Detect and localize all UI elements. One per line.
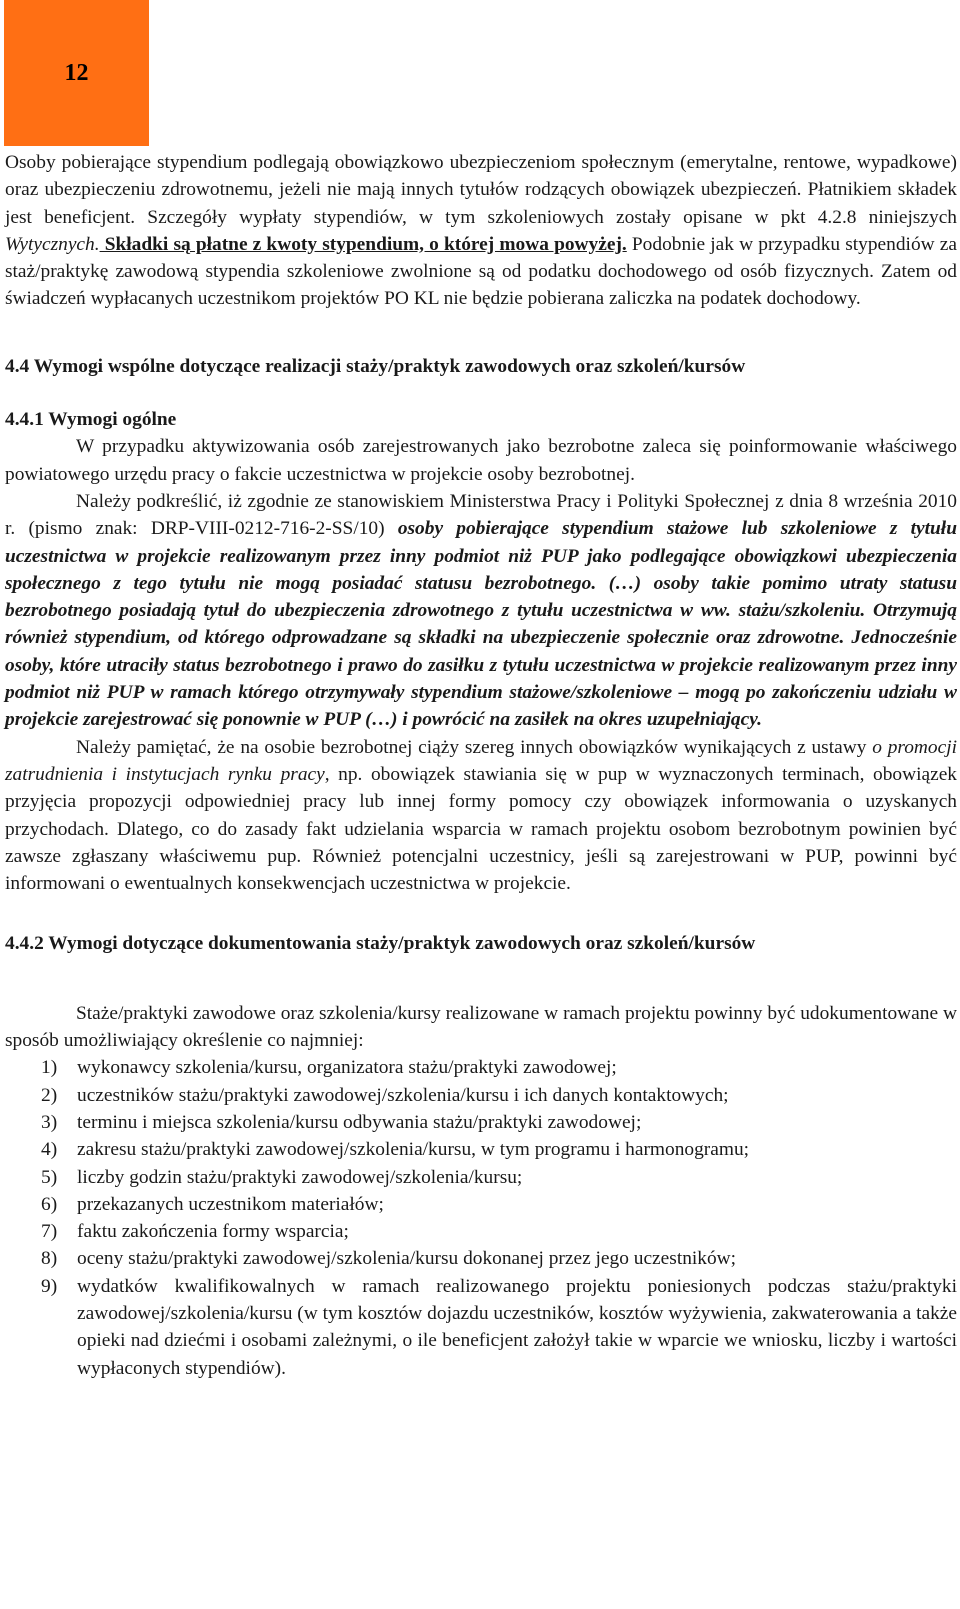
paragraph-unemployed-notice: W przypadku aktywizowania osób zarejestrowanych jako bezrobotne zaleca się poinformowanie właściwego powiatowego urzędu pracy o fakcie uczestnictwa w projekcie osoby bezrobotnej. <box>5 436 957 485</box>
list-item: 6) przekazanych uczestnikom materiałów; <box>41 1193 384 1215</box>
contributions-note: Składki są płatne z kwoty stypendium, o której mowa powyżej. <box>99 233 627 255</box>
list-item: 5) liczby godzin stażu/praktyki zawodowej/szkolenia/kursu; <box>41 1166 523 1188</box>
list-item: 8) oceny stażu/praktyki zawodowej/szkolenia/kursu dokonanej przez jego uczestników; <box>41 1248 737 1270</box>
list-item: 4) zakresu stażu/praktyki zawodowej/szkolenia/kursu, w tym programu i harmonogramu; <box>41 1139 750 1161</box>
page-number-badge <box>4 0 149 146</box>
guidelines-reference: Wytycznych. <box>5 233 100 255</box>
document-body <box>5 149 957 1382</box>
documentation-list <box>5 1054 957 1382</box>
paragraph-insurance: Osoby pobierające stypendium podlegają obowiązkowo ubezpieczeniom społecznym (emerytalne, rentowe, wypadkowe) oraz ubezpieczeniu zdrowotnemu, jeżeli nie mają innych tytułów rodzących obowiązek ubezpieczeń. Płatnikiem składek jest beneficjent. Szczegóły wypłaty stypendiów, w tym szkoleniowych zostały opisane w pkt 4.2.8 niniejszych Wytycznych. Składki są płatne z kwoty stypendium, o której mowa powyżej. Podobnie jak w przypadku stypendiów za staż/praktykę zawodową stypendia szkoleniowe zwolnione są od podatku dochodowego od osób fizycznych. Zatem od świadczeń wypłacanych uczestnikom projektów PO KL nie będzie pobierana zaliczka na podatek dochodowy. <box>5 152 957 310</box>
section-heading-4-4: 4.4 Wymogi wspólne dotyczące realizacji staży/praktyk zawodowych oraz szkoleń/kursów <box>5 355 746 377</box>
list-item: 7) faktu zakończenia formy wsparcia; <box>41 1221 349 1243</box>
paragraph-obligations: Należy pamiętać, że na osobie bezrobotnej ciąży szereg innych obowiązków wynikających z ustawy o promocji zatrudnienia i instytucjach rynku pracy, np. obowiązek stawiania się w pup w wyznaczonych terminach, obowiązek przyjęcia propozycji odpowiedniej pracy lub innej formy pomocy czy obowiązek informowania o uzyskanych przychodach. Dlatego, co do zasady fakt udzielania wsparcia w ramach projektu osobom bezrobotnym powinien być zawsze zgłaszany właściwemu pup. Również potencjalni uczestnicy, jeśli są zarejestrowani w PUP, powinni być informowani o ewentualnych konsekwencjach uczestnictwa w projekcie. <box>5 736 958 895</box>
list-item: 3) terminu i miejsca szkolenia/kursu odbywania stażu/praktyki zawodowej; <box>41 1111 642 1133</box>
list-item: 2) uczestników stażu/praktyki zawodowej/szkolenia/kursu i ich danych kontaktowych; <box>41 1084 729 1106</box>
act-title: o promocji zatrudnienia i instytucjach rynku pracy <box>5 736 958 785</box>
section-heading-4-4-1: 4.4.1 Wymogi ogólne <box>5 409 177 431</box>
section-heading-4-4-2: 4.4.2 Wymogi dotyczące dokumentowania staży/praktyk zawodowych oraz szkoleń/kursów <box>5 933 756 955</box>
ministry-quote: osoby pobierające stypendium stażowe lub szkoleniowe z tytułu uczestnictwa w projekcie realizowanym przez inny podmiot niż PUP jako podlegające obowiązkowi ubezpieczenia społecznego z tego tytułu nie mogą posiadać statusu bezrobotnego. (…) osoby takie pomimo utraty statusu bezrobotnego posiadają tytuł do ubezpieczenia zdrowotnego z tytułu uczestnictwa w ww. stażu/szkoleniu. Otrzymują również stypendium, od którego odprowadzane są składki na ubezpieczenie społecznie oraz zdrowotne. Jednocześnie osoby, które utraciły status bezrobotnego i prawo do zasiłku z tytułu uczestnictwa w projekcie realizowanym przez inny podmiot niż PUP w ramach którego otrzymywały stypendium stażowe/szkoleniowe – mogą po zakończeniu udziału w projekcie zarejestrować się ponownie w PUP (…) i powrócić na zasiłek na okres uzupełniający. <box>5 518 957 731</box>
list-item: 9) wydatków kwalifikowalnych w ramach realizowanego projektu poniesionych podczas stażu/praktyki zawodowej/szkolenia/kursu (w tym kosztów dojazdu uczestników, kosztów wyżywienia, zakwaterowania a także opieki nad dziećmi i osobami zależnymi, o ile beneficjent założył takie w wparcie we wniosku, liczby i wartości wypłaconych stypendiów). <box>41 1275 957 1379</box>
page-number: 12 <box>64 59 89 86</box>
paragraph-ministry-position: Należy podkreślić, iż zgodnie ze stanowiskiem Ministerstwa Pracy i Polityki Społecznej z dnia 8 września 2010 r. (pismo znak: DRP-VIII-0212-716-2-SS/10) osoby pobierające stypendium stażowe lub szkoleniowe z tytułu uczestnictwa w projekcie realizowanym przez inny podmiot niż PUP jako podlegające obowiązkowi ubezpieczenia społecznego z tego tytułu nie mogą posiadać statusu bezrobotnego. (…) osoby takie pomimo utraty statusu bezrobotnego posiadają tytuł do ubezpieczenia zdrowotnego z tytułu uczestnictwa w ww. stażu/szkoleniu. Otrzymują również stypendium, od którego odprowadzane są składki na ubezpieczenie społecznie oraz zdrowotne. Jednocześnie osoby, które utraciły status bezrobotnego i prawo do zasiłku z tytułu uczestnictwa w projekcie realizowanym przez inny podmiot niż PUP w ramach którego otrzymywały stypendium stażowe/szkoleniowe – mogą po zakończeniu udziału w projekcie zarejestrować się ponownie w PUP (…) i powrócić na zasiłek na okres uzupełniający. <box>5 490 957 731</box>
paragraph-documentation: Staże/praktyki zawodowe oraz szkolenia/kursy realizowane w ramach projektu powinny być udokumentowane w sposób umożliwiający określenie co najmniej: <box>5 1002 957 1052</box>
list-item: 1) wykonawcy szkolenia/kursu, organizatora stażu/praktyki zawodowej; <box>41 1057 617 1079</box>
